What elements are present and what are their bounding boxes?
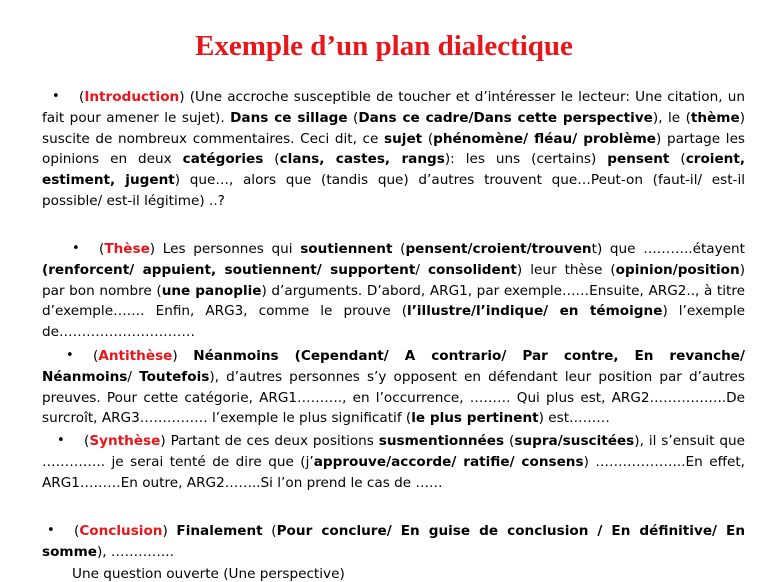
text-run: ( xyxy=(669,151,686,168)
text-run: ), le ( xyxy=(652,109,691,126)
text-run: ( xyxy=(347,109,359,126)
section-label: Thèse xyxy=(104,241,150,257)
key-phrase: pensent/croient/trouven xyxy=(405,241,592,257)
bullet: • xyxy=(52,89,60,104)
page-title: Exemple d’un plan dialectique xyxy=(195,30,573,62)
key-phrase: Toutefois xyxy=(139,368,210,385)
key-phrase: Néanmoins (Cependant/ A contrario/ Par contre, En revanche/ Néanmoins xyxy=(42,348,745,385)
text-run: ( xyxy=(74,523,80,539)
text-run: ) d’arguments. D’abord, ARG1, par exemple……Ensuite, ARG2.., à titre d’exemple……. Enfin, ARG3, comme le prouve ( xyxy=(42,282,745,320)
text-run: ( xyxy=(504,433,515,449)
bullet: • xyxy=(47,523,55,538)
section-text xyxy=(42,523,745,560)
key-phrase: pensent xyxy=(607,151,670,168)
text-run: ( xyxy=(392,241,406,257)
section-label: Antithèse xyxy=(98,348,173,364)
text-run: ) ………………..En effet, ARG1………En outre, ARG2……..Si l’on prend le cas de …… xyxy=(42,453,745,491)
section-text xyxy=(42,241,745,340)
section-text xyxy=(42,348,745,426)
key-phrase: Dans ce sillage xyxy=(230,109,348,126)
text-run: ( xyxy=(263,151,280,168)
text-run: ( xyxy=(422,130,434,147)
key-phrase: catégories xyxy=(182,151,264,168)
text-run: ) partage les opinions en deux xyxy=(42,130,746,168)
text-run: ) par bon nombre ( xyxy=(42,261,745,299)
text-run: ) Partant de ces deux positions xyxy=(160,433,379,449)
key-phrase: thème xyxy=(690,109,740,126)
key-phrase: (renforcent/ appuient, soutiennent/ supportent xyxy=(42,261,416,278)
text-run: ): les uns (certains) xyxy=(444,151,608,168)
section-text xyxy=(42,433,745,491)
text-run: ) Les personnes qui xyxy=(149,241,301,257)
section-synthese xyxy=(42,431,745,493)
key-phrase: une panoplie xyxy=(161,282,262,299)
text-run: ( xyxy=(99,241,105,257)
text-run: ( xyxy=(84,433,90,449)
key-phrase: approuve/accorde/ ratifie/ consens xyxy=(313,453,584,470)
text-run: ), ………….. xyxy=(96,543,174,560)
key-phrase: soutiennent xyxy=(300,241,393,257)
bullet: • xyxy=(57,433,65,448)
section-label: Synthèse xyxy=(89,433,161,449)
key-phrase: phénomène/ fléau/ problème xyxy=(433,130,657,147)
text-run: / xyxy=(127,368,140,385)
section-label: Introduction xyxy=(84,89,180,105)
key-phrase: Finalement xyxy=(176,523,263,539)
bullet: • xyxy=(66,348,74,363)
text-run: ) que…, alors que (tandis que) d’autres trouvent que…Peut-on (faut-il/ est-il possible/ est-il légitime) ..? xyxy=(42,172,745,209)
text-run: t) que ………..étayent xyxy=(591,241,745,257)
key-phrase: consolident xyxy=(427,261,517,278)
text-run: ), d’autres personnes s’y opposent en défendant leur position par d’autres preuves. Pour cette catégorie, ARG1………., en l’occurrence, ……… Qui plus est, ARG2……………..De surcroît, ARG3…………… l’exemple le plus significatif ( xyxy=(42,368,745,427)
section-introduction xyxy=(42,87,745,212)
text-run: ) xyxy=(172,348,194,364)
key-phrase: supra/suscitées xyxy=(514,433,635,449)
text-run: ( xyxy=(93,348,99,364)
text-run: ) xyxy=(162,523,177,539)
text-run: ) suscite de nombreux commentaires. Ceci dit, ce xyxy=(42,109,745,147)
key-phrase: susmentionnées xyxy=(378,433,505,449)
open-question-text: Une question ouverte (Une perspective) xyxy=(72,566,345,582)
text-run: ( xyxy=(79,89,85,105)
key-phrase: sujet xyxy=(384,130,423,147)
section-text xyxy=(42,89,745,209)
section-conclusion xyxy=(42,521,745,563)
section-label: Conclusion xyxy=(79,523,163,539)
text-run: ) leur thèse ( xyxy=(516,261,616,278)
text-run: ) est……… xyxy=(538,410,610,427)
text-run: / xyxy=(415,261,428,278)
key-phrase: opinion/position xyxy=(615,261,740,278)
key-phrase: Dans ce cadre/Dans cette perspective xyxy=(358,109,653,126)
key-phrase: l’illustre/l’indique/ en témoigne xyxy=(407,303,663,320)
section-these xyxy=(42,239,745,343)
section-antithese xyxy=(42,346,745,429)
text-run: ) l’exemple de………………………… xyxy=(42,303,745,341)
text-run: ), il s’ensuit que ………….. je serai tenté de dire que (j’ xyxy=(42,433,746,470)
key-phrase: Pour conclure/ En guise de conclusion / En définitive/ En somme xyxy=(42,523,746,560)
text-run: ) (Une accroche susceptible de toucher et d’intéresser le lecteur: Une citation, un fait pour amener le sujet). xyxy=(42,89,745,126)
text-run: ( xyxy=(262,523,277,539)
key-phrase: le plus pertinent xyxy=(411,410,539,427)
bullet: • xyxy=(72,241,80,256)
key-phrase: croient, estiment, jugent xyxy=(42,151,746,189)
key-phrase: clans, castes, rangs xyxy=(279,151,445,168)
